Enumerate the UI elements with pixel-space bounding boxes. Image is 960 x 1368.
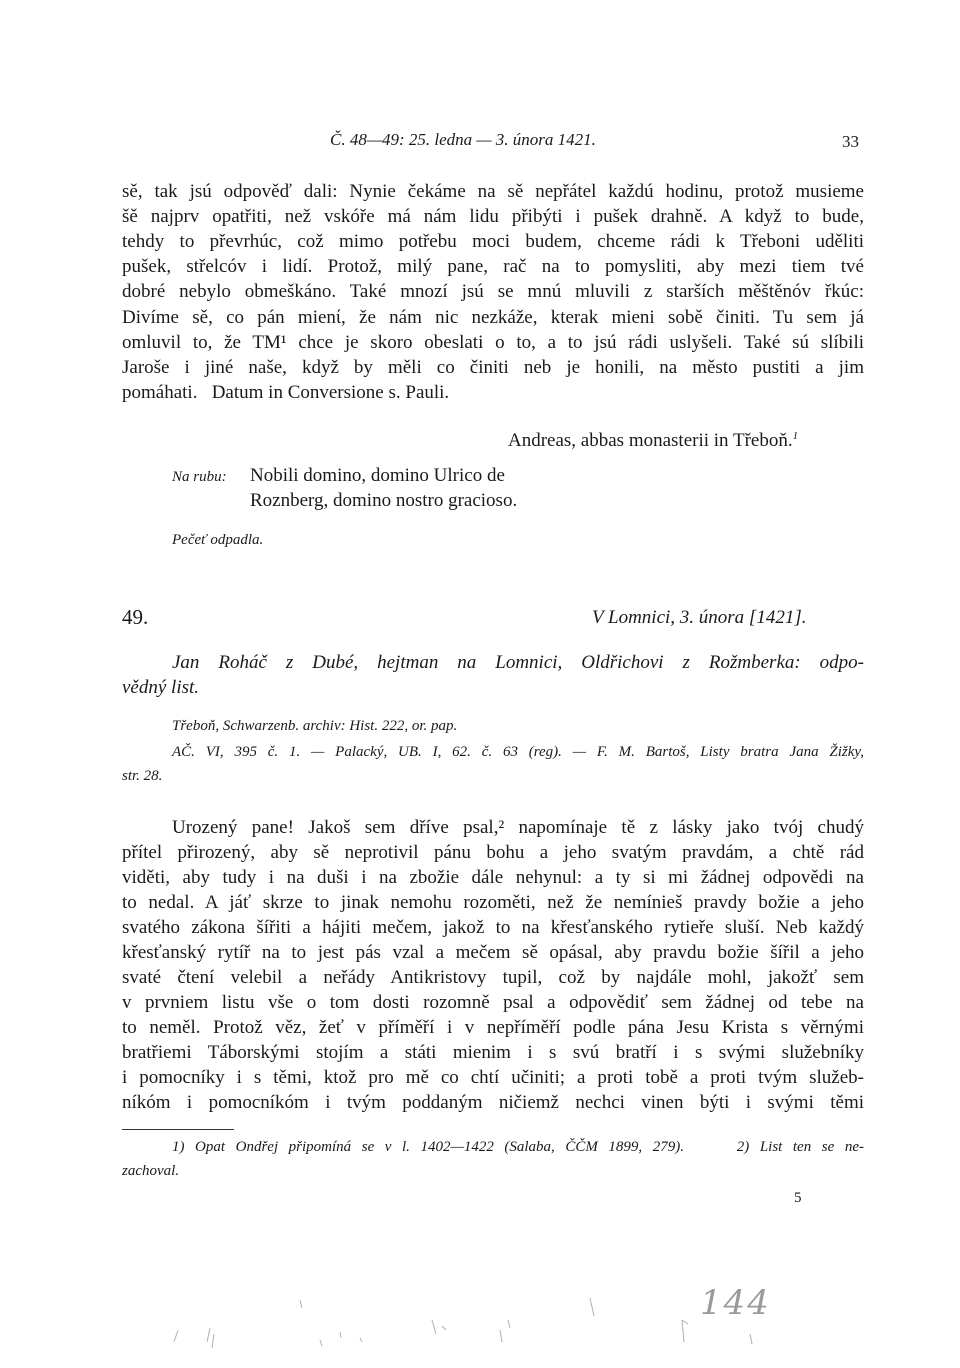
letter48-line-4: pušek, střelcóv i lidí. Protož, milý pane, rač na to pomysliti, aby mezi tiem tvé — [122, 256, 864, 277]
letter49-line-6: křesťanský rytíř na to jest pás vzal a mečem sě opásal, aby pravdu božie šířil a jeho — [122, 942, 864, 963]
letter48-line-6: Divíme sě, co pán mienί, že nám nic nezkáže, kterak mieni sobě činiti. Tu sem já — [122, 307, 864, 328]
letter48-line-8: Jaroše i jiné naše, když by měli co činiti neb je honili, na město pustiti a jim — [122, 357, 864, 378]
signature — [508, 424, 798, 453]
signature-footnote-ref: 1 — [792, 430, 799, 442]
signature-mark: 5 — [794, 1190, 802, 1206]
letter49-line-8: v prvniem listu vše o tom dosti rozomně psal a odpovědiť sem žádnej od tebe na — [122, 992, 864, 1013]
letter49-place-date: V Lomnici, 3. února [1421]. — [592, 607, 807, 628]
letter48-line-2: šě najprv opatřiti, než vskóře má nám lidu přibýti i pušek drahně. A když to bude, — [122, 206, 864, 227]
letter49-line-4: to nedal. A jáť skrze to jinak nemohu rozoměti, než že nemínieš pravdy božie a jeho — [122, 892, 864, 913]
letter49-line-7: svaté čtení velebil a neřády Antikristovy tupil, což by najdále mohl, jakožť sem — [122, 967, 864, 988]
letter49-line-11: i pomocníky i s těmi, ktož pro mě co chtí učiniti; a proti tobě a proti tvým služeb- — [122, 1067, 864, 1088]
letter49-number: 49. — [122, 605, 149, 629]
footnote-line-1: 1) Opat Ondřej připomíná se v l. 1402—1422 (Salaba, ČČM 1899, 279). 2) List ten se ne- — [172, 1139, 864, 1155]
letter48-line-5: dobré nebylo obmeškáno. Také mnozí jsú se mnú mluvili z starších měštěnóv řkúc: — [122, 281, 864, 302]
page-number: 33 — [842, 132, 859, 151]
footnote-rule — [122, 1129, 234, 1130]
letter49-regest-line-2: vědný list. — [122, 677, 200, 698]
source-line-2: AČ. VI, 395 č. 1. — Palacký, UB. I, 62. č. 63 (reg). — F. M. Bartoš, Listy bratra Jana Žižky, — [172, 744, 864, 760]
letter49-line-10: bratřiemi Táborskými stojím a státi mienim i s svú bratří i s svými služebníky — [122, 1042, 864, 1063]
address-label: Na rubu: — [172, 469, 227, 485]
running-head: Č. 48—49: 25. ledna — 3. února 1421. — [330, 130, 596, 149]
pencil-marks — [170, 1290, 790, 1360]
source-line-3: str. 28. — [122, 768, 163, 784]
letter48-last-line: pomáhati. Datum in Conversione s. Pauli. — [122, 382, 450, 403]
letter48-line-7: omluvil to, že TM¹ chce je skoro obeslati o to, a to jsú rádi uslyšeli. Také sú slíbili — [122, 332, 864, 353]
source-line-1: Třeboň, Schwarzenb. archiv: Hist. 222, or. pap. — [172, 718, 458, 734]
letter49-line-9: to neměl. Protož věz, žeť v příměří i v nepříměří podle pána Jesu Krista s věrnými — [122, 1017, 864, 1038]
letter49-line-2: přítel přirozený, aby sě neprotivil pánu bohu a jeho svatým pravdám, a chtě rád — [122, 842, 864, 863]
letter49-line-3: viděti, aby tudy i na duši i na zbožie dále nehynul: a ty si mi žádnej odpovědi na — [122, 867, 864, 888]
letter48-line-3: tehdy to převrhúc, což mimo potřebu moci budem, chceme rádi k Třeboni uděliti — [122, 231, 864, 252]
letter49-line-5: svatého zákona šířiti a hájiti mečem, jakož to na křesťanského rytieře sluší. Neb každý — [122, 917, 864, 938]
address-line-1: Nobili domino, domino Ulrico de — [250, 465, 505, 486]
letter49-line-1: Urozený pane! Jakoš sem dříve psal,² napomínaje tě z lásky jako tvój chudý — [172, 817, 864, 838]
signature-text: Andreas, abbas monasterii in Třeboň. — [508, 430, 793, 451]
letter49-line-12: níkóm i pomocníkóm i tvým poddaným ničiemž nechci vinen býti i svými těmi — [122, 1092, 864, 1113]
margin-scribble: 144 — [700, 1283, 771, 1323]
address-line-2: Roznberg, domino nostro gracioso. — [250, 490, 518, 511]
seal-note: Pečeť odpadla. — [172, 532, 264, 548]
letter48-line-1: sě, tak jsú odpověď dali: Nynie čekáme na sě nepřátel každú hodinu, protož musieme — [122, 181, 864, 202]
letter49-regest-line-1: Jan Roháč z Dubé, hejtman na Lomnici, Oldřichovi z Rožmberka: odpo- — [172, 652, 864, 673]
footnote-line-2: zachoval. — [122, 1163, 180, 1179]
